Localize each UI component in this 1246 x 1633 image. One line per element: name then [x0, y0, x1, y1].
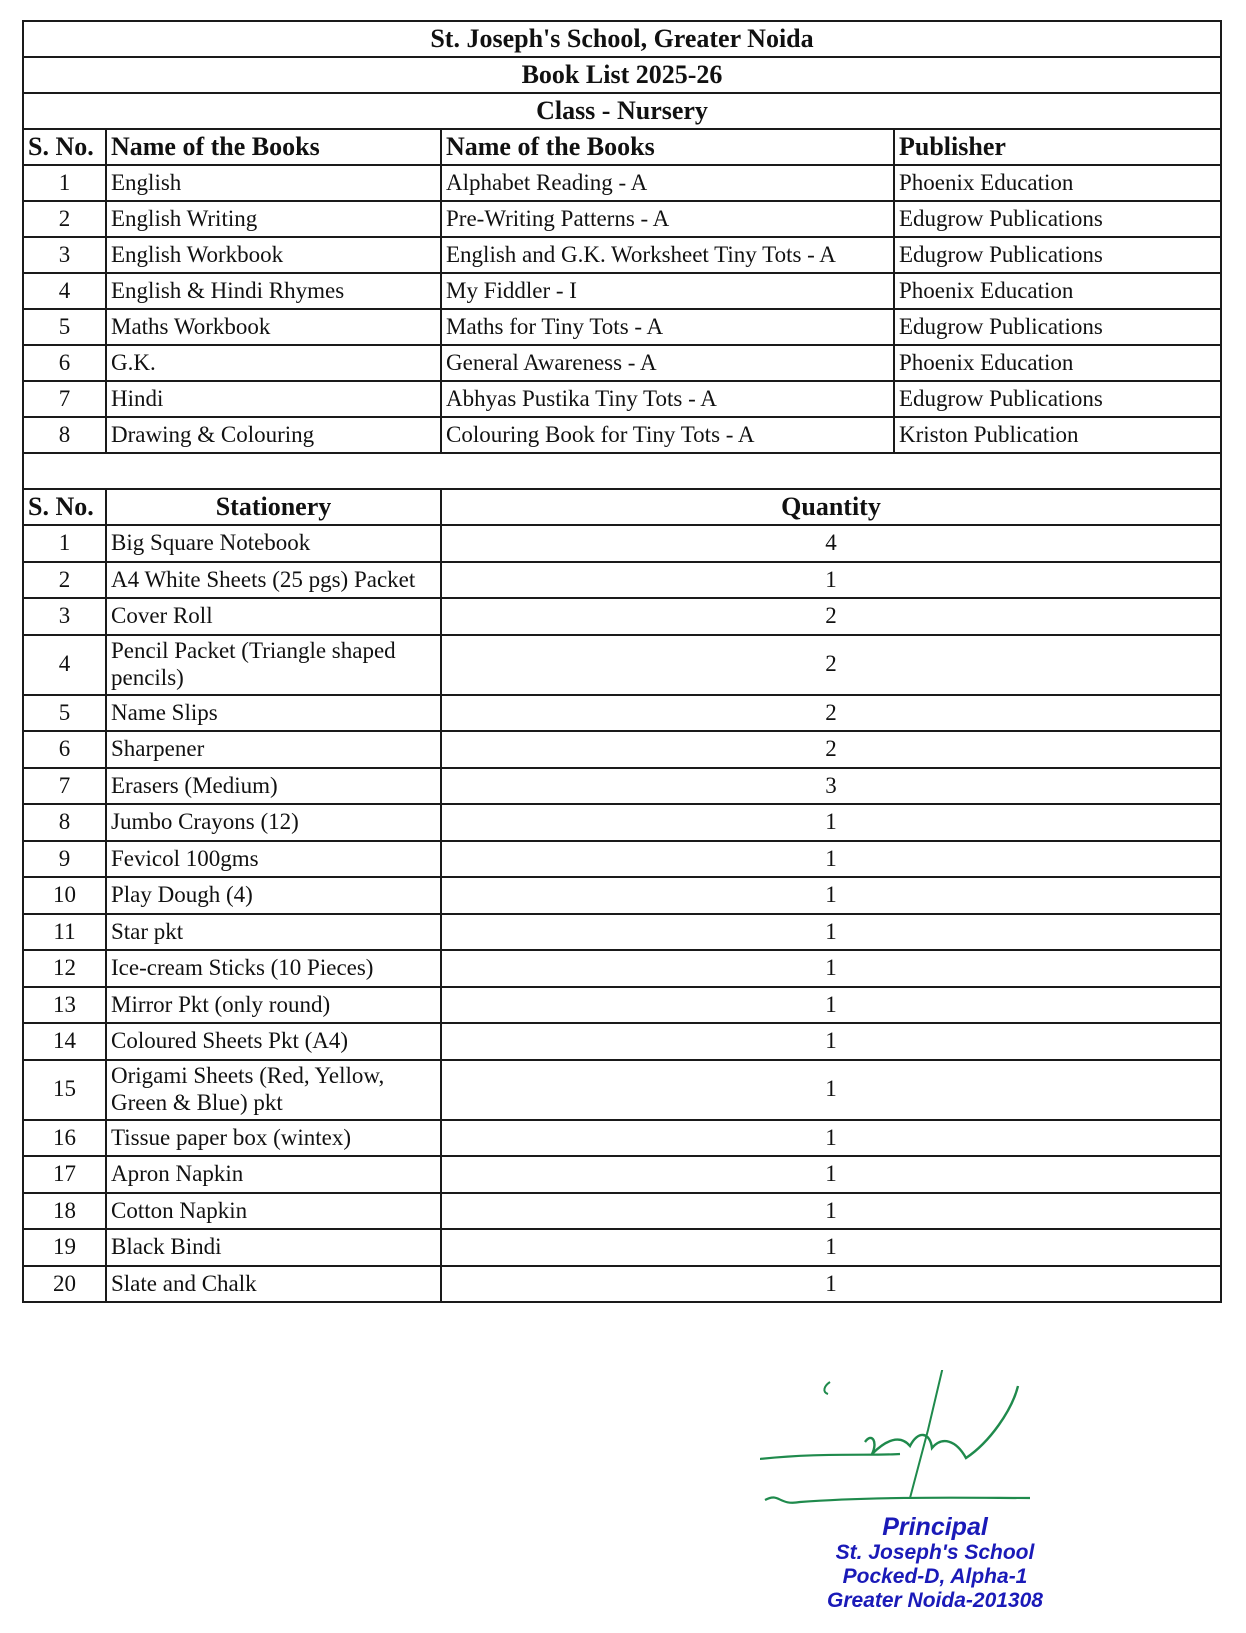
stationery-item: Mirror Pkt (only round) [106, 987, 441, 1024]
row-sno: 10 [23, 877, 106, 914]
principal-stamp [790, 1513, 1080, 1613]
stationery-item: Play Dough (4) [106, 877, 441, 914]
book-title: Pre-Writing Patterns - A [441, 201, 894, 237]
book-subject: G.K. [106, 345, 441, 381]
stamp-title: Principal [882, 1513, 988, 1541]
stationery-qty: 1 [441, 914, 1221, 951]
stationery-row [23, 1023, 1221, 1060]
stationery-row [23, 1060, 1221, 1120]
row-sno: 4 [23, 635, 106, 695]
stamp-line-1: St. Joseph's School [835, 1541, 1035, 1564]
book-subject: English & Hindi Rhymes [106, 273, 441, 309]
stationery-qty: 2 [441, 598, 1221, 635]
stationery-qty: 1 [441, 1023, 1221, 1060]
row-sno: 17 [23, 1156, 106, 1193]
row-sno: 1 [23, 165, 106, 201]
stationery-qty: 1 [441, 1060, 1221, 1120]
book-subject: English Writing [106, 201, 441, 237]
book-title: My Fiddler - I [441, 273, 894, 309]
stationery-qty: 1 [441, 1156, 1221, 1193]
book-publisher: Edugrow Publications [894, 309, 1221, 345]
stationery-item: Black Bindi [106, 1229, 441, 1266]
row-sno: 7 [23, 768, 106, 805]
stationery-item: Fevicol 100gms [106, 841, 441, 878]
books-body [23, 165, 1221, 453]
stationery-row [23, 562, 1221, 599]
stationery-row [23, 1193, 1221, 1230]
row-sno: 15 [23, 1060, 106, 1120]
stationery-qty: 1 [441, 1193, 1221, 1230]
stationery-item: A4 White Sheets (25 pgs) Packet [106, 562, 441, 599]
row-sno: 20 [23, 1266, 106, 1303]
row-sno: 13 [23, 987, 106, 1024]
stationery-qty: 2 [441, 731, 1221, 768]
book-row [23, 345, 1221, 381]
book-list-document [22, 20, 1222, 1303]
book-row [23, 201, 1221, 237]
row-sno: 2 [23, 201, 106, 237]
stationery-row [23, 1156, 1221, 1193]
stationery-row [23, 1266, 1221, 1303]
row-sno: 9 [23, 841, 106, 878]
col-sno: S. No. [23, 129, 106, 165]
row-sno: 11 [23, 914, 106, 951]
book-title: Colouring Book for Tiny Tots - A [441, 417, 894, 453]
stationery-item: Star pkt [106, 914, 441, 951]
book-publisher: Kriston Publication [894, 417, 1221, 453]
stationery-item: Pencil Packet (Triangle shaped pencils) [106, 635, 441, 695]
book-subject: English Workbook [106, 237, 441, 273]
book-publisher: Edugrow Publications [894, 201, 1221, 237]
book-subject: Drawing & Colouring [106, 417, 441, 453]
book-publisher: Edugrow Publications [894, 381, 1221, 417]
row-sno: 1 [23, 525, 106, 562]
stationery-qty: 1 [441, 987, 1221, 1024]
stationery-header-row [23, 489, 1221, 525]
stationery-row [23, 695, 1221, 732]
stationery-qty: 1 [441, 877, 1221, 914]
stationery-item: Name Slips [106, 695, 441, 732]
book-title: General Awareness - A [441, 345, 894, 381]
book-row [23, 417, 1221, 453]
spacer-row [23, 453, 1221, 489]
book-row [23, 381, 1221, 417]
col-stationery: Stationery [106, 489, 441, 525]
stationery-item: Ice-cream Sticks (10 Pieces) [106, 950, 441, 987]
stationery-row [23, 914, 1221, 951]
stationery-qty: 1 [441, 1229, 1221, 1266]
book-publisher: Edugrow Publications [894, 237, 1221, 273]
stationery-item: Apron Napkin [106, 1156, 441, 1193]
stamp-line-2: Pocked-D, Alpha-1 [842, 1565, 1028, 1588]
col-publisher: Publisher [894, 129, 1221, 165]
book-row [23, 237, 1221, 273]
books-header-row [23, 129, 1221, 165]
stationery-item: Sharpener [106, 731, 441, 768]
stationery-item: Slate and Chalk [106, 1266, 441, 1303]
stationery-qty: 1 [441, 804, 1221, 841]
row-sno: 3 [23, 598, 106, 635]
row-sno: 6 [23, 345, 106, 381]
stationery-item: Coloured Sheets Pkt (A4) [106, 1023, 441, 1060]
row-sno: 8 [23, 804, 106, 841]
principal-signature [760, 1370, 1090, 1520]
stationery-row [23, 841, 1221, 878]
stationery-qty: 1 [441, 841, 1221, 878]
book-publisher: Phoenix Education [894, 273, 1221, 309]
stationery-row [23, 877, 1221, 914]
class-title: Class - Nursery [23, 93, 1221, 129]
stationery-item: Big Square Notebook [106, 525, 441, 562]
col-book: Name of the Books [441, 129, 894, 165]
row-sno: 6 [23, 731, 106, 768]
book-title: Maths for Tiny Tots - A [441, 309, 894, 345]
stationery-qty: 1 [441, 950, 1221, 987]
stationery-row [23, 598, 1221, 635]
book-subject: Maths Workbook [106, 309, 441, 345]
row-sno: 7 [23, 381, 106, 417]
book-title: Alphabet Reading - A [441, 165, 894, 201]
row-sno: 8 [23, 417, 106, 453]
school-name: St. Joseph's School, Greater Noida [23, 21, 1221, 57]
stationery-table [22, 488, 1222, 1303]
book-subject: Hindi [106, 381, 441, 417]
list-title: Book List 2025-26 [23, 57, 1221, 93]
stationery-row [23, 731, 1221, 768]
stationery-row [23, 804, 1221, 841]
stationery-row [23, 950, 1221, 987]
row-sno: 3 [23, 237, 106, 273]
col-sno: S. No. [23, 489, 106, 525]
book-row [23, 309, 1221, 345]
books-table [22, 20, 1222, 490]
row-sno: 14 [23, 1023, 106, 1060]
stamp-line-3: Greater Noida-201308 [827, 1589, 1043, 1612]
book-row [23, 165, 1221, 201]
row-sno: 16 [23, 1120, 106, 1157]
stationery-item: Cotton Napkin [106, 1193, 441, 1230]
book-row [23, 273, 1221, 309]
stationery-row [23, 987, 1221, 1024]
book-publisher: Phoenix Education [894, 345, 1221, 381]
stationery-qty: 4 [441, 525, 1221, 562]
row-sno: 5 [23, 309, 106, 345]
stationery-row [23, 525, 1221, 562]
row-sno: 5 [23, 695, 106, 732]
stationery-row [23, 768, 1221, 805]
stationery-item: Erasers (Medium) [106, 768, 441, 805]
book-title: Abhyas Pustika Tiny Tots - A [441, 381, 894, 417]
stationery-qty: 2 [441, 695, 1221, 732]
stationery-item: Jumbo Crayons (12) [106, 804, 441, 841]
stationery-row [23, 1229, 1221, 1266]
stationery-qty: 1 [441, 562, 1221, 599]
stationery-row [23, 1120, 1221, 1157]
book-publisher: Phoenix Education [894, 165, 1221, 201]
row-sno: 18 [23, 1193, 106, 1230]
book-title: English and G.K. Worksheet Tiny Tots - A [441, 237, 894, 273]
row-sno: 2 [23, 562, 106, 599]
stationery-body [23, 525, 1221, 1302]
row-sno: 19 [23, 1229, 106, 1266]
stationery-qty: 1 [441, 1266, 1221, 1303]
col-quantity: Quantity [441, 489, 1221, 525]
row-sno: 4 [23, 273, 106, 309]
stationery-item: Cover Roll [106, 598, 441, 635]
col-subject: Name of the Books [106, 129, 441, 165]
stationery-item: Tissue paper box (wintex) [106, 1120, 441, 1157]
stationery-item: Origami Sheets (Red, Yellow, Green & Blue) pkt [106, 1060, 441, 1120]
stationery-qty: 3 [441, 768, 1221, 805]
stationery-row [23, 635, 1221, 695]
book-subject: English [106, 165, 441, 201]
stationery-qty: 2 [441, 635, 1221, 695]
row-sno: 12 [23, 950, 106, 987]
stationery-qty: 1 [441, 1120, 1221, 1157]
